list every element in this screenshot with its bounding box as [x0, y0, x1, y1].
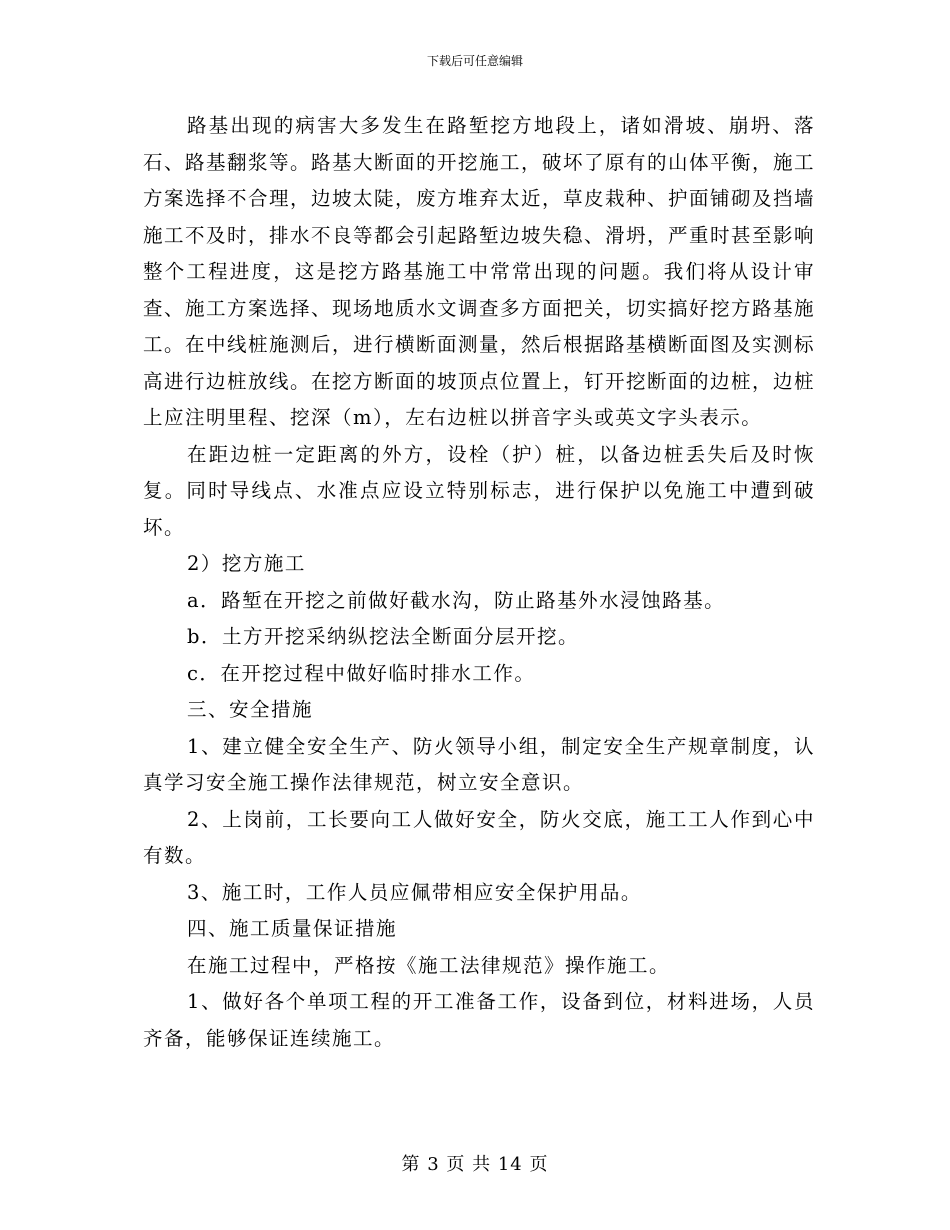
paragraph-subgrade-diseases: 路基出现的病害大多发生在路堑挖方地段上，诸如滑坡、崩坍、落石、路基翻浆等。路基大断面的开挖施工，破坏了原有的山体平衡，施工方案选择不合理，边坡太陡，废方堆弃太近，草皮栽种、护面铺砌及挡墙施工不及时，排水不良等都会引起路堑边坡失稳、滑坍，严重时甚至影响整个工程进度，这是挖方路基施工中常常出现的问题。我们将从设计审查、施工方案选择、现场地质水文调查多方面把关，切实搞好挖方路基施工。在中线桩施测后，进行横断面测量，然后根据路基横断面图及实测标高进行边桩放线。在挖方断面的坡顶点位置上，钉开挖断面的边桩，边桩上应注明里程、挖深（m），左右边桩以拼音字头或英文字头表示。 — [143, 114, 816, 429]
safety-item-1: 1、建立健全安全生产、防火领导小组，制定安全生产规章制度，认真学习安全施工操作法律规范，树立安全意识。 — [143, 734, 815, 794]
safety-item-2: 2、上岗前，工长要向工人做好安全，防火交底，施工工人作到心中有数。 — [143, 807, 815, 867]
quality-item-1: 1、做好各个单项工程的开工准备工作，设备到位，材料进场，人员齐备，能够保证连续施工。 — [143, 990, 815, 1050]
quality-intro: 在施工过程中，严格按《施工法律规范》操作施工。 — [187, 953, 671, 977]
page-number-footer: 第 3 页 共 14 页 — [401, 1154, 549, 1175]
heading-safety-measures: 三、安全措施 — [187, 698, 314, 721]
list-item-b: b．土方开挖采纳纵挖法全断面分层开挖。 — [187, 625, 579, 648]
document-body — [143, 108, 815, 1057]
list-item-a: a．路堑在开挖之前做好截水沟，防止路基外水浸蚀路基。 — [187, 588, 726, 612]
heading-excavation-construction: 2）挖方施工 — [187, 552, 306, 575]
heading-quality-assurance: 四、施工质量保证措施 — [187, 917, 398, 940]
page-header: 下载后可任意编辑 — [426, 54, 523, 68]
safety-item-3: 3、施工时，工作人员应佩带相应安全保护用品。 — [187, 880, 642, 904]
paragraph-guard-stakes: 在距边桩一定距离的外方，设栓（护）桩，以备边桩丢失后及时恢复。同时导线点、水准点应设立特别标志，进行保护以免施工中遭到破坏。 — [143, 442, 815, 539]
list-item-c: c．在开挖过程中做好临时排水工作。 — [187, 661, 536, 685]
